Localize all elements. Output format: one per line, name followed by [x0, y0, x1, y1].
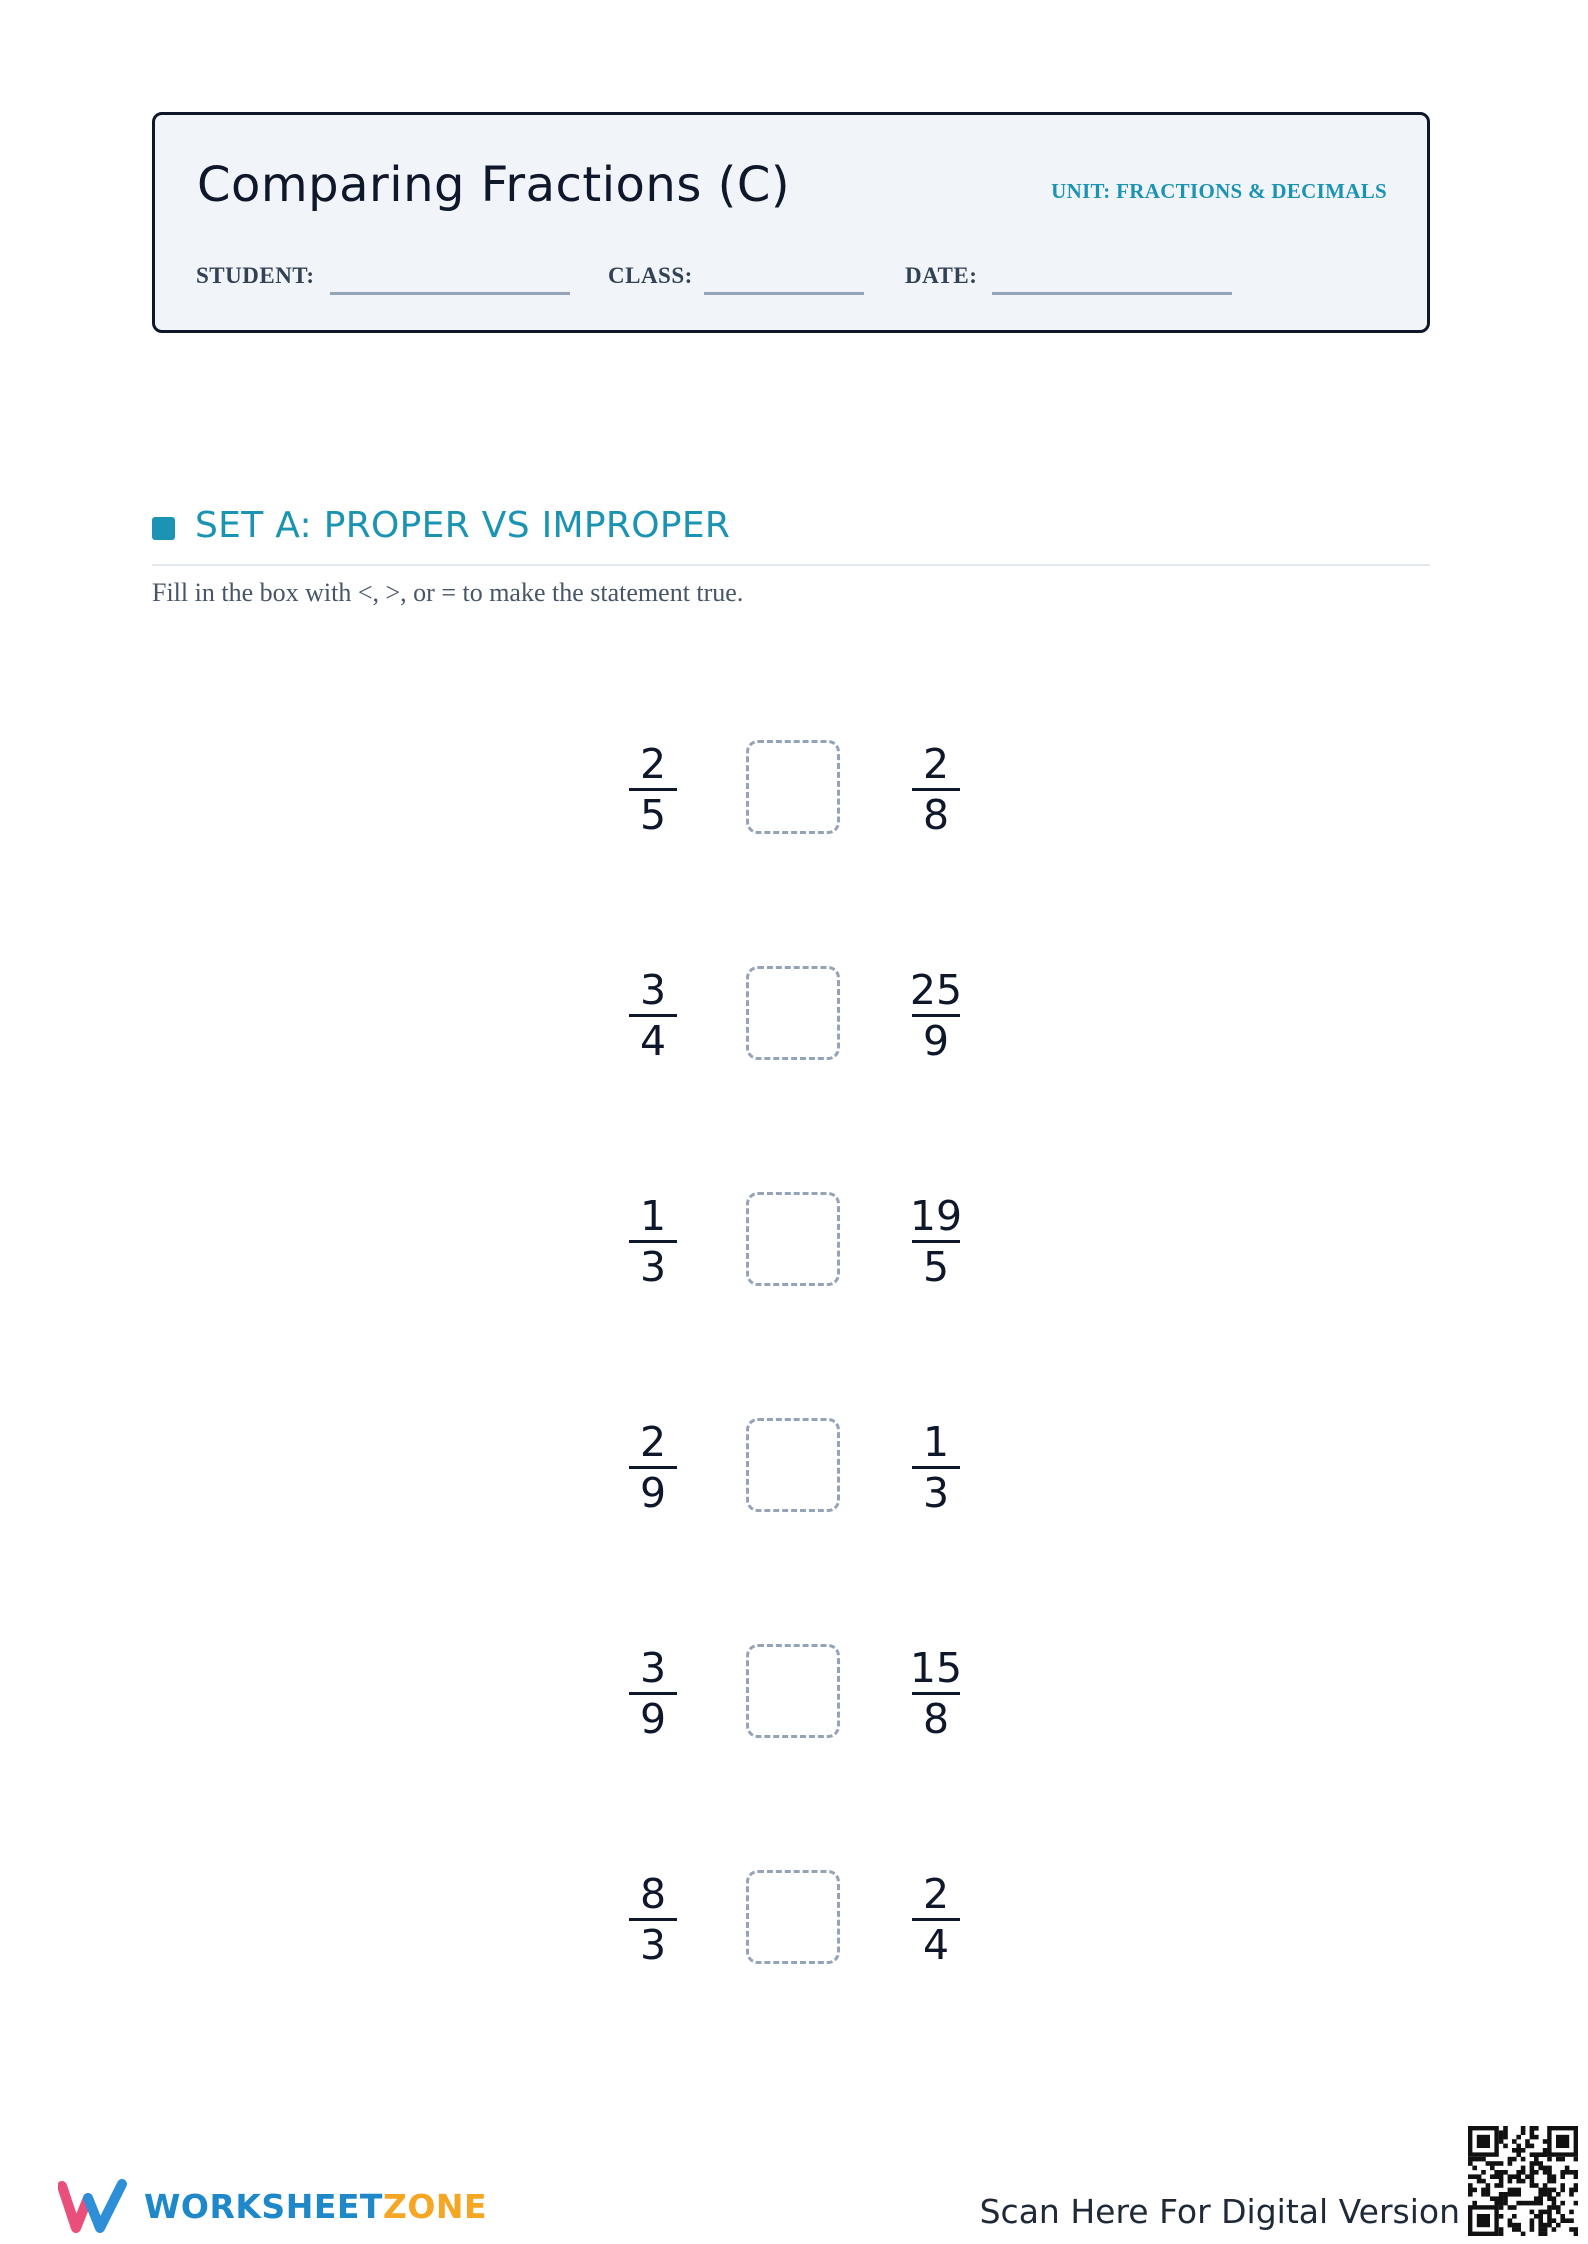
scan-instruction: Scan Here For Digital Version [979, 2192, 1460, 2231]
denominator: 5 [922, 1243, 950, 1291]
problem-row [0, 740, 1588, 840]
right-fraction [886, 1644, 986, 1744]
denominator: 3 [639, 1921, 667, 1969]
header-card [152, 112, 1430, 333]
class-label: CLASS: [608, 263, 693, 288]
student-label: STUDENT: [196, 263, 315, 288]
numerator: 2 [922, 1870, 950, 1918]
numerator: 2 [922, 740, 950, 788]
right-fraction [886, 740, 986, 840]
numerator: 1 [922, 1418, 950, 1466]
right-fraction [886, 966, 986, 1066]
answer-box[interactable] [746, 740, 840, 834]
denominator: 5 [639, 791, 667, 839]
problem-row [0, 966, 1588, 1066]
right-fraction [886, 1870, 986, 1970]
denominator: 8 [922, 1695, 950, 1743]
brand-name-part1: WORKSHEET [144, 2186, 383, 2226]
denominator: 3 [922, 1469, 950, 1517]
problem-row [0, 1870, 1588, 1970]
numerator: 2 [639, 740, 667, 788]
answer-box[interactable] [746, 1418, 840, 1512]
answer-box[interactable] [746, 1644, 840, 1738]
numerator: 1 [639, 1192, 667, 1240]
numerator: 3 [639, 966, 667, 1014]
worksheetzone-logo-icon [58, 2178, 130, 2234]
problem-row [0, 1192, 1588, 1292]
answer-box[interactable] [746, 966, 840, 1060]
brand-logo [58, 2176, 487, 2236]
problem-row [0, 1644, 1588, 1744]
section-divider [152, 564, 1430, 566]
left-fraction [603, 1418, 703, 1518]
answer-box[interactable] [746, 1870, 840, 1964]
numerator: 8 [639, 1870, 667, 1918]
denominator: 8 [922, 791, 950, 839]
brand-name-part2: ZONE [382, 2186, 488, 2226]
numerator: 3 [639, 1644, 667, 1692]
denominator: 3 [639, 1243, 667, 1291]
answer-box[interactable] [746, 1192, 840, 1286]
denominator: 9 [639, 1469, 667, 1517]
qr-code-icon[interactable] [1468, 2126, 1578, 2236]
section-marker-square [152, 517, 175, 540]
right-fraction [886, 1418, 986, 1518]
brand-name [144, 2187, 487, 2226]
left-fraction [603, 966, 703, 1066]
worksheet-title: Comparing Fractions (C) [197, 157, 791, 213]
denominator: 9 [922, 1017, 950, 1065]
left-fraction [603, 1192, 703, 1292]
left-fraction [603, 1644, 703, 1744]
numerator: 15 [909, 1644, 963, 1692]
date-label: DATE: [905, 263, 978, 288]
left-fraction [603, 1870, 703, 1970]
problem-row [0, 1418, 1588, 1518]
denominator: 4 [639, 1017, 667, 1065]
denominator: 4 [922, 1921, 950, 1969]
left-fraction [603, 740, 703, 840]
date-line[interactable] [992, 292, 1232, 295]
student-name-line[interactable] [330, 292, 570, 295]
class-line[interactable] [704, 292, 864, 295]
right-fraction [886, 1192, 986, 1292]
numerator: 25 [909, 966, 963, 1014]
unit-label: UNIT: FRACTIONS & DECIMALS [1051, 179, 1387, 203]
numerator: 19 [909, 1192, 963, 1240]
section-title: SET A: PROPER VS IMPROPER [195, 505, 731, 546]
instructions-text: Fill in the box with <, >, or = to make the statement true. [152, 578, 744, 607]
denominator: 9 [639, 1695, 667, 1743]
numerator: 2 [639, 1418, 667, 1466]
